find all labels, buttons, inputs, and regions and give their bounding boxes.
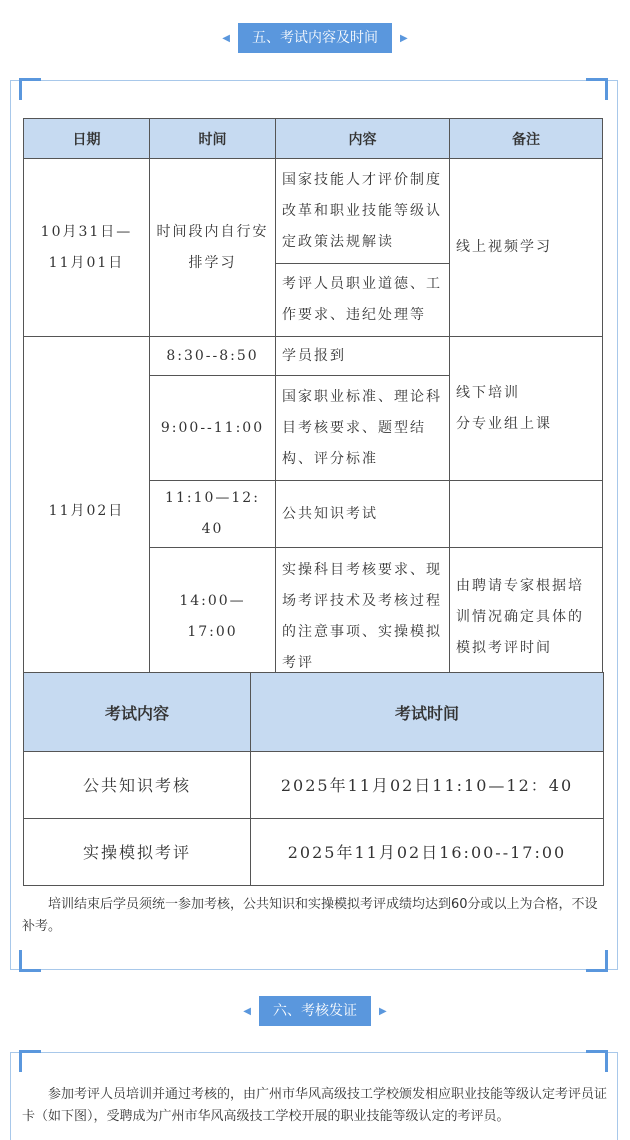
left-triangle-icon: ◀ [222,32,230,44]
day1-content-2: 考评人员职业道德、工作要求、违纪处理等 [276,264,450,337]
section-header-5 [0,23,630,53]
day1-time: 时间段内自行安排学习 [150,159,276,337]
header-note: 备注 [450,119,603,159]
corner-bottom-right-icon [586,950,608,972]
day2-time-2: 9:00--11:00 [150,376,276,481]
day2-note-empty [450,481,603,548]
exam-content-1: 公共知识考核 [24,752,251,819]
day1-date: 10月31日—11月01日 [24,159,150,337]
section-header-6 [0,996,630,1026]
header-content: 内容 [276,119,450,159]
schedule-table [23,118,603,687]
exam-time-1: 2025年11月02日11:10—12：40 [251,752,604,819]
note-line: 分专业组上课 [456,415,552,432]
day2-date: 11月02日 [24,337,150,687]
exam-content-2: 实操模拟考评 [24,819,251,886]
day1-note: 线上视频学习 [450,159,603,337]
day2-content-1: 学员报到 [276,337,450,376]
assessment-paragraph: 培训结束后学员须统一参加考核，公共知识和实操模拟考评成绩均达到60分或以上为合格，不设补考。 [22,897,598,934]
exam-table [23,672,604,886]
day2-note-2: 由聘请专家根据培训情况确定具体的模拟考评时间 [450,548,603,687]
corner-top-left-icon [19,1050,41,1072]
certificate-paragraph: 参加考评人员培训并通过考核的，由广州市华风高级技工学校颁发相应职业技能等级认定考评员证卡（如下图），受聘成为广州市华风高级技工学校开展的职业技能等级认定的考评员。 [22,1087,608,1124]
header-exam-content: 考试内容 [24,673,251,752]
corner-bottom-left-icon [19,950,41,972]
right-triangle-icon: ▶ [379,1005,387,1017]
section-title: 六、考核发证 [259,996,371,1026]
header-date: 日期 [24,119,150,159]
day2-content-3: 公共知识考试 [276,481,450,548]
corner-top-right-icon [586,78,608,100]
corner-top-left-icon [19,78,41,100]
day2-time-4: 14:00—17:00 [150,548,276,687]
day2-time-3: 11:10—12: 40 [150,481,276,548]
left-triangle-icon: ◀ [243,1005,251,1017]
day2-content-4: 实操科目考核要求、现场考评技术及考核过程的注意事项、实操模拟考评 [276,548,450,687]
right-triangle-icon: ▶ [400,32,408,44]
day2-note-1 [450,337,603,481]
corner-top-right-icon [586,1050,608,1072]
day2-time-1: 8:30--8:50 [150,337,276,376]
header-exam-time: 考试时间 [251,673,604,752]
exam-time-2: 2025年11月02日16:00--17:00 [251,819,604,886]
note-line: 线下培训 [456,384,520,401]
header-time: 时间 [150,119,276,159]
day2-content-2: 国家职业标准、理论科目考核要求、题型结构、评分标准 [276,376,450,481]
section-title: 五、考试内容及时间 [238,23,392,53]
day1-content-1: 国家技能人才评价制度改革和职业技能等级认定政策法规解读 [276,159,450,264]
